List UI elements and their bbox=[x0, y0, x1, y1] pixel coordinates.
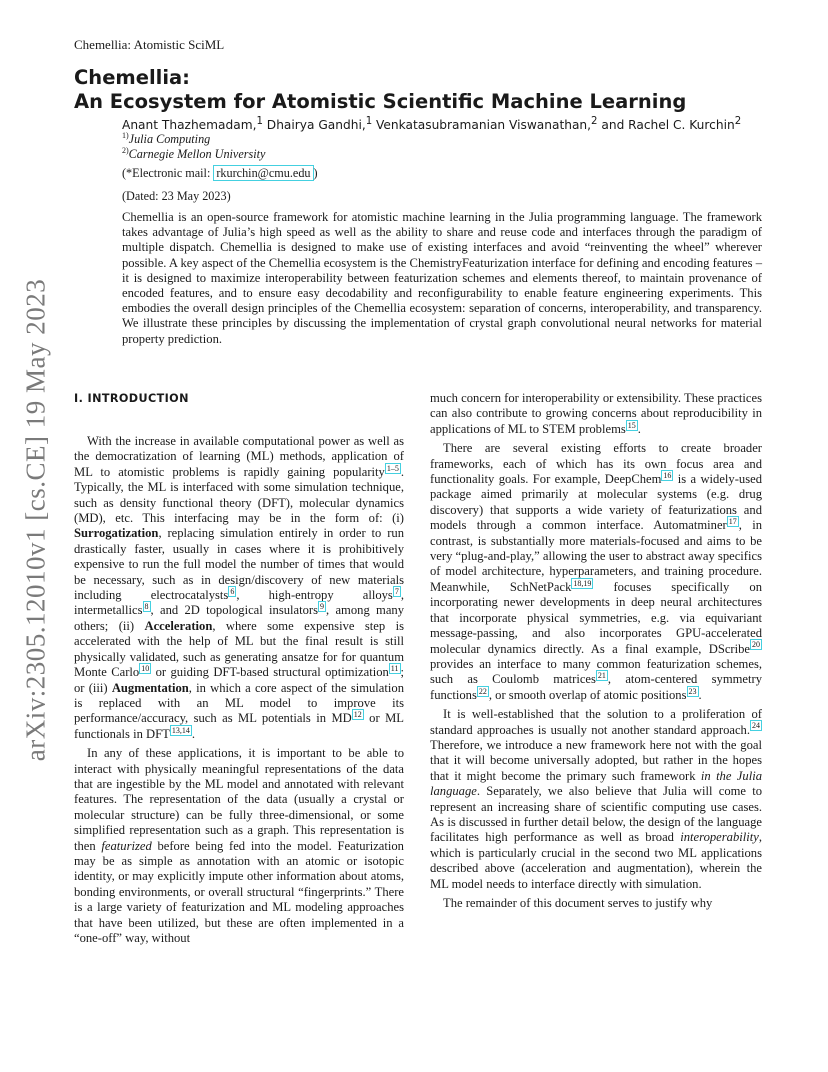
text-run: before being fed into the model. Featurization may be as simple as annotation with an atomic or isotopic identity, or may explicitly impute other information about atoms, bonding environments, or overall structural “fingerprints.” There is a large variety of featurization and ML modeling approaches that have been utilized, but these are often implemented in a “one-off” way, without bbox=[74, 838, 404, 945]
italic-term: interoperability bbox=[680, 830, 759, 845]
affiliation-name: Carnegie Mellon University bbox=[128, 147, 266, 162]
citation-link[interactable]: 16 bbox=[663, 470, 672, 480]
citation-link[interactable]: 15 bbox=[627, 420, 636, 430]
running-head: Chemellia: Atomistic SciML bbox=[74, 37, 225, 52]
citation-link[interactable]: 18,19 bbox=[573, 578, 592, 588]
bold-term: Augmentation bbox=[111, 680, 189, 695]
text-run: , replacing simulation entirely in order to run drastically faster, usually in cases where it is prohibitively expensive to run the full model the number of times that would be necessary, such as in design/discovery of new materials including electrocatalysts bbox=[74, 526, 404, 603]
citation-link[interactable]: 23 bbox=[688, 686, 697, 696]
citation-link[interactable]: 7 bbox=[394, 586, 399, 596]
text-run: , in contrast, is substantially more materials-focused and aims to be very “plug-and-play,” allowing the user to abstract away specifics of model architecture, hyperparameters, and training procedure. Meanwhile, SchNetPack bbox=[430, 518, 763, 594]
citation-link[interactable]: 13,14 bbox=[171, 725, 190, 735]
text-run: , where some expensive step is accelerated with the help of ML but the final result is still physically validated, such as generating ansatze for for quantum Monte Carlo bbox=[74, 618, 404, 680]
affiliation-1 bbox=[122, 131, 210, 147]
citation-link[interactable]: 17 bbox=[728, 517, 737, 527]
text-run: focuses specifically on incorporating newer developments in deep neural architectures that incorporate physical symmetries, e.g. via equivariant message-passing, and also incorporates GPU-accelerated molecular dynamics directly. As a final example, DScribe bbox=[430, 579, 762, 656]
text-run: much concern for interoperability or extensibility. These practices can also contribute to growing concerns about reproducibility in applications of ML to STEM problems bbox=[430, 391, 762, 436]
bold-term: Surrogatization bbox=[74, 526, 159, 541]
text-run: It is well-established that the solution to a proliferation of standard approaches is usually not another standard approach. bbox=[430, 707, 762, 737]
citation-link[interactable]: 20 bbox=[752, 640, 760, 650]
author-list bbox=[122, 116, 741, 132]
affiliation-2 bbox=[122, 146, 265, 162]
text-run: , among many others; (ii) bbox=[74, 603, 404, 633]
affiliation-name: Julia Computing bbox=[128, 132, 211, 147]
author-affil-mark: 1 bbox=[365, 116, 373, 127]
author-name: Venkatasubramanian Viswanathan, bbox=[372, 118, 592, 133]
text-run: With the increase in available computational power as well as the democratization of learning (ML) methods, application of ML to atomistic problems is rapidly gaining popularity bbox=[74, 434, 404, 479]
email-suffix: ) bbox=[313, 166, 318, 180]
title-line-2: An Ecosystem for Atomistic Scientific Machine Learning bbox=[74, 90, 687, 113]
paragraph bbox=[74, 746, 404, 946]
citation-link[interactable]: 22 bbox=[478, 686, 487, 696]
email-prefix: (*Electronic mail: bbox=[122, 166, 214, 180]
text-run: . bbox=[191, 726, 195, 741]
citation-link[interactable]: 1–5 bbox=[386, 463, 399, 473]
author-affil-mark: 1 bbox=[256, 116, 263, 127]
text-run: Therefore, we introduce a new framework here not with the goal that it will become universally adopted, but rather in the hopes that it might become the primary such framework bbox=[430, 737, 762, 783]
right-column bbox=[430, 391, 762, 915]
citation-link[interactable]: 6 bbox=[230, 586, 235, 596]
author-name: Dhairya Gandhi, bbox=[262, 118, 366, 133]
left-column bbox=[74, 434, 404, 950]
citation-link[interactable]: 12 bbox=[353, 710, 362, 720]
author-name: Anant Thazhemadam, bbox=[122, 118, 257, 133]
paragraph: The remainder of this document serves to justify why bbox=[443, 896, 713, 910]
citation-link[interactable]: 21 bbox=[597, 671, 606, 681]
text-run: ; or (iii) bbox=[74, 665, 404, 695]
italic-term: featurized bbox=[101, 838, 152, 853]
arxiv-sidebar bbox=[18, 280, 54, 760]
text-run: is a widely-used package aimed primarily at molecular systems (e.g. drug discovery) that supports a wide variety of featurizations and models through a common interface. Automatminer bbox=[430, 472, 762, 533]
affiliation-mark: 1) bbox=[122, 131, 129, 140]
text-run: or ML functionals in DFT bbox=[74, 711, 404, 741]
email-line bbox=[122, 166, 318, 181]
text-run: or guiding DFT-based structural optimization bbox=[151, 665, 389, 680]
affiliation-mark: 2) bbox=[122, 146, 129, 155]
abstract: Chemellia is an open-source framework for atomistic machine learning in the Julia programming language. The framework takes advantage of Julia’s high speed as well as the ability to share and reuse code and interfaces through the paradigm of multiple dispatch. Chemellia is designed to make use of existing interfaces and avoid “reinventing the wheel” wherever possible. A key aspect of the Chemellia ecosystem is the ChemistryFeaturization interface for defining and encoding features – it is designed to maximize interoperability between featurization schemes and elements thereof, to maintain provenance of encoded features, and to ensure easy decodability and reconfigurability to enable feature engineering experiments. This embodies the overall design principles of the Chemellia ecosystem: separation of concerns, interoperability, and transparency. We illustrate these principles by discussing the implementation of crystal graph convolutional neural networks for material property prediction. bbox=[122, 210, 762, 346]
text-run: There are several existing efforts to create broader frameworks, each of which has its own focus area and functionality goals. For example, DeepChem bbox=[430, 441, 762, 487]
text-run: In any of these applications, it is important to be able to interact with physically meaningful representations of the data that are ingestible by the ML model and annotated with relevant features. The representation of the data (usually a crystal or molecular structure) can be fully three-dimensional, or some simplified representation such as a graph. This representation is then bbox=[74, 746, 404, 853]
text-run: , which is particularly crucial in the second two ML applications described above (acceleration and augmentation), wherein the ML model needs to interface directly with simulation. bbox=[430, 830, 762, 891]
section-heading-introduction: I. INTRODUCTION bbox=[74, 392, 189, 405]
email-link[interactable]: rkurchin@cmu.edu bbox=[213, 165, 313, 181]
citation-link[interactable]: 11 bbox=[390, 663, 399, 673]
paragraph bbox=[74, 434, 404, 742]
italic-term: in the Julia language bbox=[430, 768, 762, 799]
text-run: , and 2D topological insulators bbox=[150, 603, 319, 618]
arxiv-identifier[interactable]: arXiv:2305.12010v1 [cs.CE] 19 May 2023 bbox=[20, 278, 51, 762]
text-run: , in which a core aspect of the simulation is replaced with an ML model to improve its performance/accuracy, such as ML potentials in MD bbox=[74, 680, 404, 726]
text-run: , or smooth overlap of atomic positions bbox=[488, 687, 687, 702]
text-run: , intermetallics bbox=[74, 588, 404, 618]
text-run: provides an interface to many common featurization schemes, such as Coulomb matrices bbox=[430, 656, 762, 687]
text-run: , high-entropy alloys bbox=[236, 588, 393, 603]
paragraph bbox=[430, 707, 762, 892]
citation-link[interactable]: 10 bbox=[141, 663, 150, 673]
author-affil-mark: 2 bbox=[734, 116, 742, 127]
text-run: . bbox=[637, 421, 641, 436]
title-line-1: Chemellia: bbox=[74, 66, 190, 89]
citation-link[interactable]: 9 bbox=[320, 602, 325, 612]
paragraph bbox=[430, 391, 762, 437]
citation-link[interactable]: 24 bbox=[752, 721, 760, 731]
text-run: . Separately, we also believe that Julia will come to represent an increasing share of scientific computing use cases. As is discussed in further detail below, the design of the language facilitates high performance as well as broad bbox=[430, 784, 762, 845]
text-run: . Typically, the ML is interfaced with some simulation technique, such as density functional theory (DFT), molecular dynamics (MD), etc. This interfacing may be in the form of: (i) bbox=[74, 464, 404, 526]
author-affil-mark: 2 bbox=[591, 116, 598, 127]
bold-term: Acceleration bbox=[144, 618, 213, 633]
author-name: and Rachel C. Kurchin bbox=[597, 118, 735, 133]
paragraph bbox=[430, 441, 762, 703]
text-run: . bbox=[698, 687, 702, 702]
paper-title bbox=[74, 66, 714, 114]
citation-link[interactable]: 8 bbox=[144, 602, 149, 612]
dated-line: (Dated: 23 May 2023) bbox=[122, 189, 231, 203]
text-run: , atom-centered symmetry functions bbox=[430, 672, 762, 702]
